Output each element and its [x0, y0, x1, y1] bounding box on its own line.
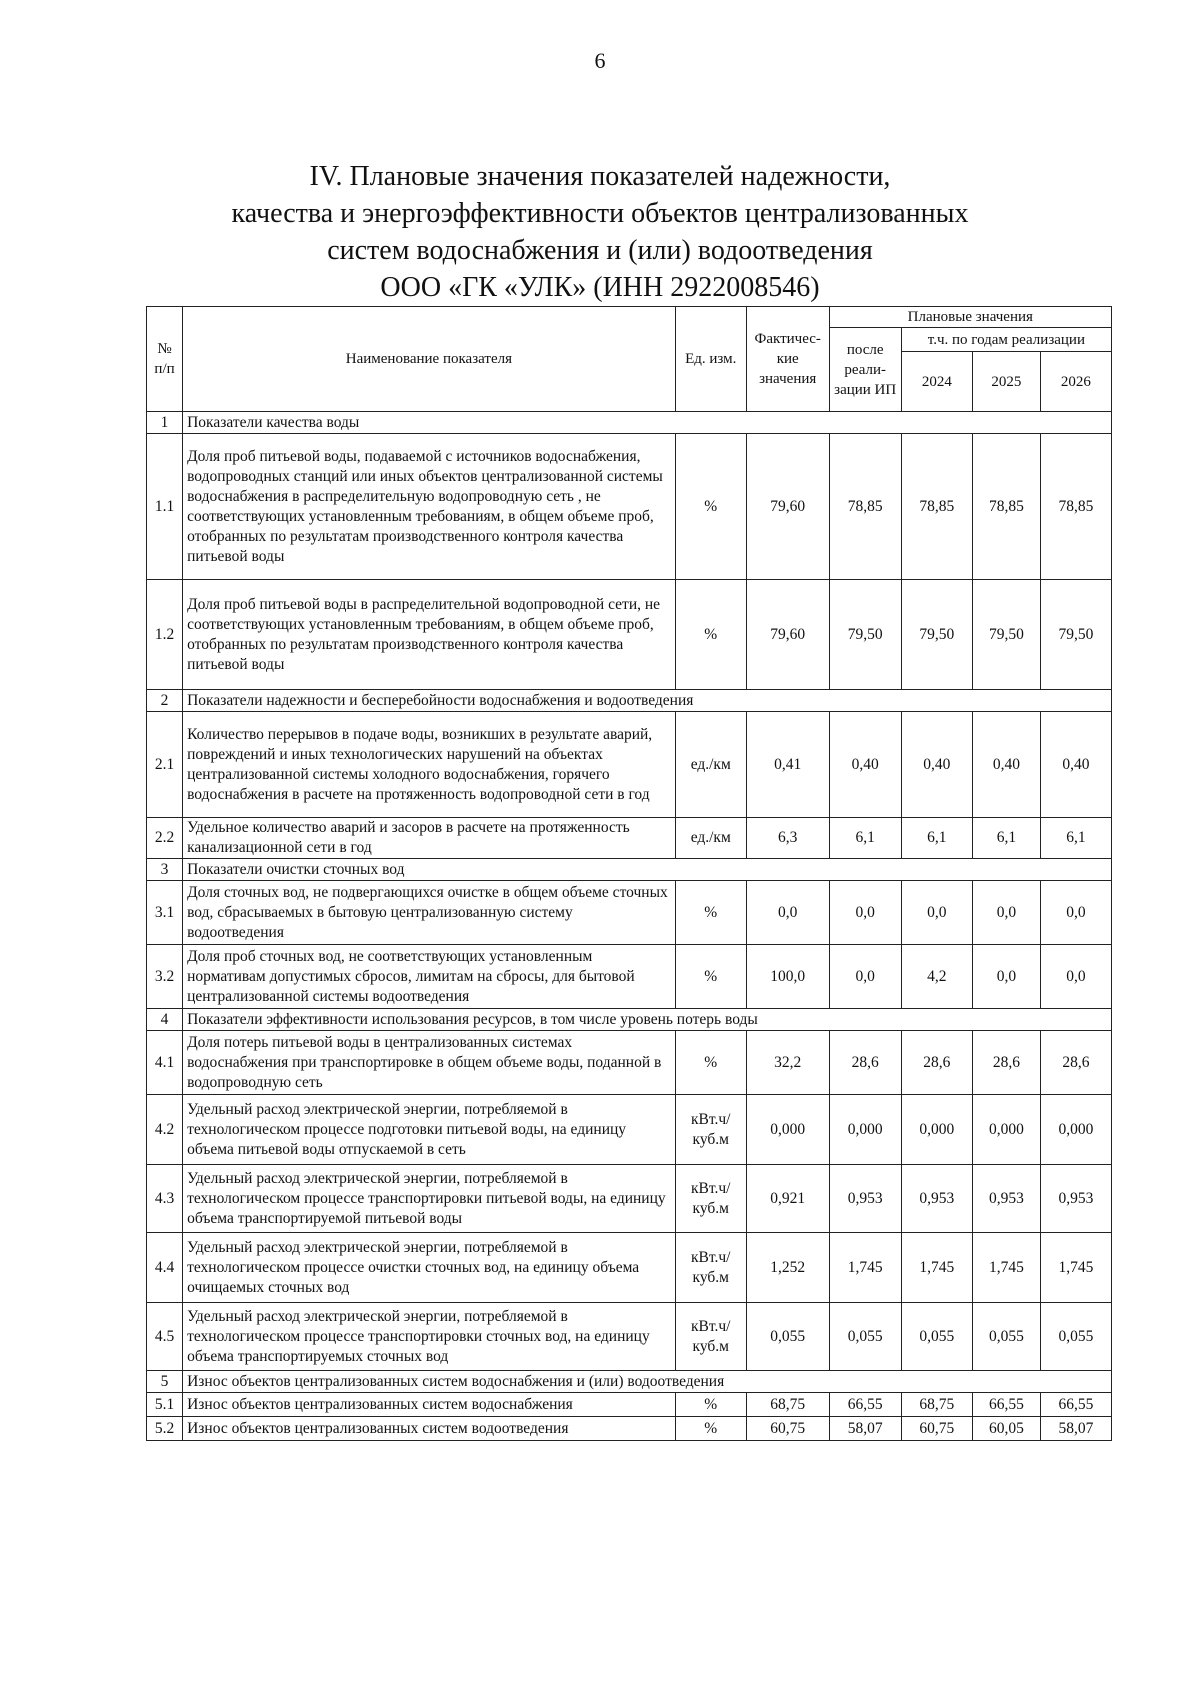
title-line: IV. Плановые значения показателей надежности, — [309, 161, 891, 192]
row-unit: кВт.ч/ куб.м — [675, 1095, 746, 1165]
row-2024: 78,85 — [901, 434, 972, 580]
row-name: Удельный расход электрической энергии, потребляемой в технологическом процессе транспортировки сточных вод, на единицу объема транспортируемых сточных вод — [183, 1303, 676, 1371]
row-after: 28,6 — [829, 1031, 901, 1095]
row-2026: 6,1 — [1040, 818, 1111, 859]
row-2024: 28,6 — [901, 1031, 972, 1095]
table-row — [147, 881, 1112, 945]
row-2026: 0,953 — [1040, 1165, 1111, 1233]
section-name: Износ объектов централизованных систем водоснабжения и (или) водоотведения — [183, 1371, 1112, 1393]
row-actual: 79,60 — [746, 434, 829, 580]
row-2024: 4,2 — [901, 945, 972, 1009]
indicators-table — [146, 306, 1112, 1441]
header-plan-group: Плановые значения — [829, 307, 1111, 328]
row-name: Удельный расход электрической энергии, потребляемой в технологическом процессе очистки сточных вод, на единицу объема очищаемых сточных вод — [183, 1233, 676, 1303]
document-title — [150, 158, 1050, 306]
row-actual: 0,41 — [746, 712, 829, 818]
row-2026: 0,0 — [1040, 945, 1111, 1009]
row-num: 4.1 — [147, 1031, 183, 1095]
section-row — [147, 1371, 1112, 1393]
section-row — [147, 859, 1112, 881]
row-unit: ед./км — [675, 818, 746, 859]
row-2024: 79,50 — [901, 580, 972, 690]
table-row — [147, 1233, 1112, 1303]
row-2026: 66,55 — [1040, 1393, 1111, 1417]
row-num: 2.1 — [147, 712, 183, 818]
row-name: Удельное количество аварий и засоров в расчете на протяженность канализационной сети в год — [183, 818, 676, 859]
table-row — [147, 434, 1112, 580]
row-2025: 79,50 — [972, 580, 1040, 690]
row-2025: 28,6 — [972, 1031, 1040, 1095]
table-row — [147, 818, 1112, 859]
header-after: после реали-зации ИП — [829, 328, 901, 412]
section-name: Показатели эффективности использования ресурсов, в том числе уровень потерь воды — [183, 1009, 1112, 1031]
row-unit: % — [675, 580, 746, 690]
table-row — [147, 1095, 1112, 1165]
row-2026: 79,50 — [1040, 580, 1111, 690]
row-name: Износ объектов централизованных систем водоснабжения — [183, 1393, 676, 1417]
row-after: 0,40 — [829, 712, 901, 818]
row-actual: 0,921 — [746, 1165, 829, 1233]
table-body — [147, 412, 1112, 1441]
row-num: 4.3 — [147, 1165, 183, 1233]
row-after: 0,055 — [829, 1303, 901, 1371]
row-num: 4.4 — [147, 1233, 183, 1303]
section-num: 5 — [147, 1371, 183, 1393]
row-name: Доля потерь питьевой воды в централизованных системах водоснабжения при транспортировке в общем объеме воды, поданной в водопроводную сеть — [183, 1031, 676, 1095]
row-2024: 68,75 — [901, 1393, 972, 1417]
title-line: ООО «ГК «УЛК» (ИНН 2922008546) — [380, 272, 820, 303]
row-name: Количество перерывов в подаче воды, возникших в результате аварий, повреждений и иных технологических нарушений на объектах централизованной системы холодного водоснабжения, горячего водоснабжения в расчете на протяженность водопроводной сети в год — [183, 712, 676, 818]
table-row — [147, 1417, 1112, 1441]
row-actual: 0,000 — [746, 1095, 829, 1165]
row-num: 3.2 — [147, 945, 183, 1009]
row-after: 0,0 — [829, 881, 901, 945]
section-num: 4 — [147, 1009, 183, 1031]
row-2024: 0,000 — [901, 1095, 972, 1165]
row-2024: 0,0 — [901, 881, 972, 945]
row-actual: 100,0 — [746, 945, 829, 1009]
row-2024: 1,745 — [901, 1233, 972, 1303]
row-actual: 60,75 — [746, 1417, 829, 1441]
section-num: 2 — [147, 690, 183, 712]
row-num: 3.1 — [147, 881, 183, 945]
row-after: 0,0 — [829, 945, 901, 1009]
row-unit: % — [675, 1031, 746, 1095]
row-name: Доля проб питьевой воды, подаваемой с источников водоснабжения, водопроводных станций или иных объектов централизованной системы водоснабжения в распределительную водопроводную сеть , не соответствующих установленным требованиям, в общем объеме проб, отобранных по результатам производственного контроля качества питьевой воды — [183, 434, 676, 580]
header-actual: Фактичес-кие значения — [746, 307, 829, 412]
row-2024: 6,1 — [901, 818, 972, 859]
row-name: Доля проб сточных вод, не соответствующих установленным нормативам допустимых сбросов, лимитам на сбросы, для бытовой централизованной системы водоотведения — [183, 945, 676, 1009]
row-2025: 0,055 — [972, 1303, 1040, 1371]
table-row — [147, 712, 1112, 818]
section-row — [147, 690, 1112, 712]
page-number: 6 — [594, 48, 606, 73]
row-unit: кВт.ч/ куб.м — [675, 1303, 746, 1371]
row-unit: кВт.ч/ куб.м — [675, 1165, 746, 1233]
row-name: Удельный расход электрической энергии, потребляемой в технологическом процессе подготовки питьевой воды, на единицу объема питьевой воды отпускаемой в сеть — [183, 1095, 676, 1165]
header-name: Наименование показателя — [183, 307, 676, 412]
row-actual: 32,2 — [746, 1031, 829, 1095]
header-unit: Ед. изм. — [675, 307, 746, 412]
row-2026: 0,40 — [1040, 712, 1111, 818]
row-actual: 79,60 — [746, 580, 829, 690]
section-row — [147, 412, 1112, 434]
row-2026: 0,055 — [1040, 1303, 1111, 1371]
row-num: 4.2 — [147, 1095, 183, 1165]
header-year-2026: 2026 — [1040, 352, 1111, 412]
section-num: 1 — [147, 412, 183, 434]
row-num: 5.2 — [147, 1417, 183, 1441]
row-2026: 78,85 — [1040, 434, 1111, 580]
row-actual: 0,055 — [746, 1303, 829, 1371]
row-2024: 60,75 — [901, 1417, 972, 1441]
row-2025: 6,1 — [972, 818, 1040, 859]
table-row — [147, 580, 1112, 690]
row-2026: 58,07 — [1040, 1417, 1111, 1441]
row-2024: 0,953 — [901, 1165, 972, 1233]
section-num: 3 — [147, 859, 183, 881]
row-after: 66,55 — [829, 1393, 901, 1417]
row-2025: 0,0 — [972, 945, 1040, 1009]
section-name: Показатели качества воды — [183, 412, 1112, 434]
table-row — [147, 945, 1112, 1009]
row-2025: 0,953 — [972, 1165, 1040, 1233]
row-after: 78,85 — [829, 434, 901, 580]
row-2026: 0,000 — [1040, 1095, 1111, 1165]
title-line: систем водоснабжения и (или) водоотведения — [327, 235, 873, 266]
section-name: Показатели очистки сточных вод — [183, 859, 1112, 881]
header-num: № п/п — [147, 307, 183, 412]
row-num: 4.5 — [147, 1303, 183, 1371]
row-after: 79,50 — [829, 580, 901, 690]
row-2026: 28,6 — [1040, 1031, 1111, 1095]
row-unit: кВт.ч/ куб.м — [675, 1233, 746, 1303]
row-name: Доля сточных вод, не подвергающихся очистке в общем объеме сточных вод, сбрасываемых в бытовую централизованную систему водоотведения — [183, 881, 676, 945]
row-actual: 1,252 — [746, 1233, 829, 1303]
row-2025: 0,0 — [972, 881, 1040, 945]
row-actual: 6,3 — [746, 818, 829, 859]
row-2025: 60,05 — [972, 1417, 1040, 1441]
row-2026: 0,0 — [1040, 881, 1111, 945]
row-2025: 0,40 — [972, 712, 1040, 818]
table-row — [147, 1165, 1112, 1233]
row-unit: % — [675, 1393, 746, 1417]
row-actual: 0,0 — [746, 881, 829, 945]
row-num: 2.2 — [147, 818, 183, 859]
header-year-2024: 2024 — [901, 352, 972, 412]
row-num: 1.2 — [147, 580, 183, 690]
header-by-years: т.ч. по годам реализации — [901, 328, 1111, 352]
table-row — [147, 1393, 1112, 1417]
row-name: Доля проб питьевой воды в распределительной водопроводной сети, не соответствующих установленным требованиям, в общем объеме проб, отобранных по результатам производственного контроля качества питьевой воды — [183, 580, 676, 690]
row-after: 0,000 — [829, 1095, 901, 1165]
row-name: Удельный расход электрической энергии, потребляемой в технологическом процессе транспортировки питьевой воды, на единицу объема транспортируемой питьевой воды — [183, 1165, 676, 1233]
row-2025: 78,85 — [972, 434, 1040, 580]
row-2025: 0,000 — [972, 1095, 1040, 1165]
row-2025: 1,745 — [972, 1233, 1040, 1303]
row-after: 1,745 — [829, 1233, 901, 1303]
table-row — [147, 1031, 1112, 1095]
row-after: 58,07 — [829, 1417, 901, 1441]
row-unit: % — [675, 1417, 746, 1441]
section-name: Показатели надежности и бесперебойности водоснабжения и водоотведения — [183, 690, 1112, 712]
row-after: 6,1 — [829, 818, 901, 859]
row-unit: % — [675, 434, 746, 580]
row-2024: 0,40 — [901, 712, 972, 818]
row-2025: 66,55 — [972, 1393, 1040, 1417]
row-unit: ед./км — [675, 712, 746, 818]
row-num: 5.1 — [147, 1393, 183, 1417]
row-name: Износ объектов централизованных систем водоотведения — [183, 1417, 676, 1441]
row-actual: 68,75 — [746, 1393, 829, 1417]
row-after: 0,953 — [829, 1165, 901, 1233]
row-num: 1.1 — [147, 434, 183, 580]
row-2024: 0,055 — [901, 1303, 972, 1371]
section-row — [147, 1009, 1112, 1031]
title-line: качества и энергоэффективности объектов централизованных — [231, 198, 969, 229]
header-year-2025: 2025 — [972, 352, 1040, 412]
row-unit: % — [675, 945, 746, 1009]
table-row — [147, 1303, 1112, 1371]
row-2026: 1,745 — [1040, 1233, 1111, 1303]
row-unit: % — [675, 881, 746, 945]
